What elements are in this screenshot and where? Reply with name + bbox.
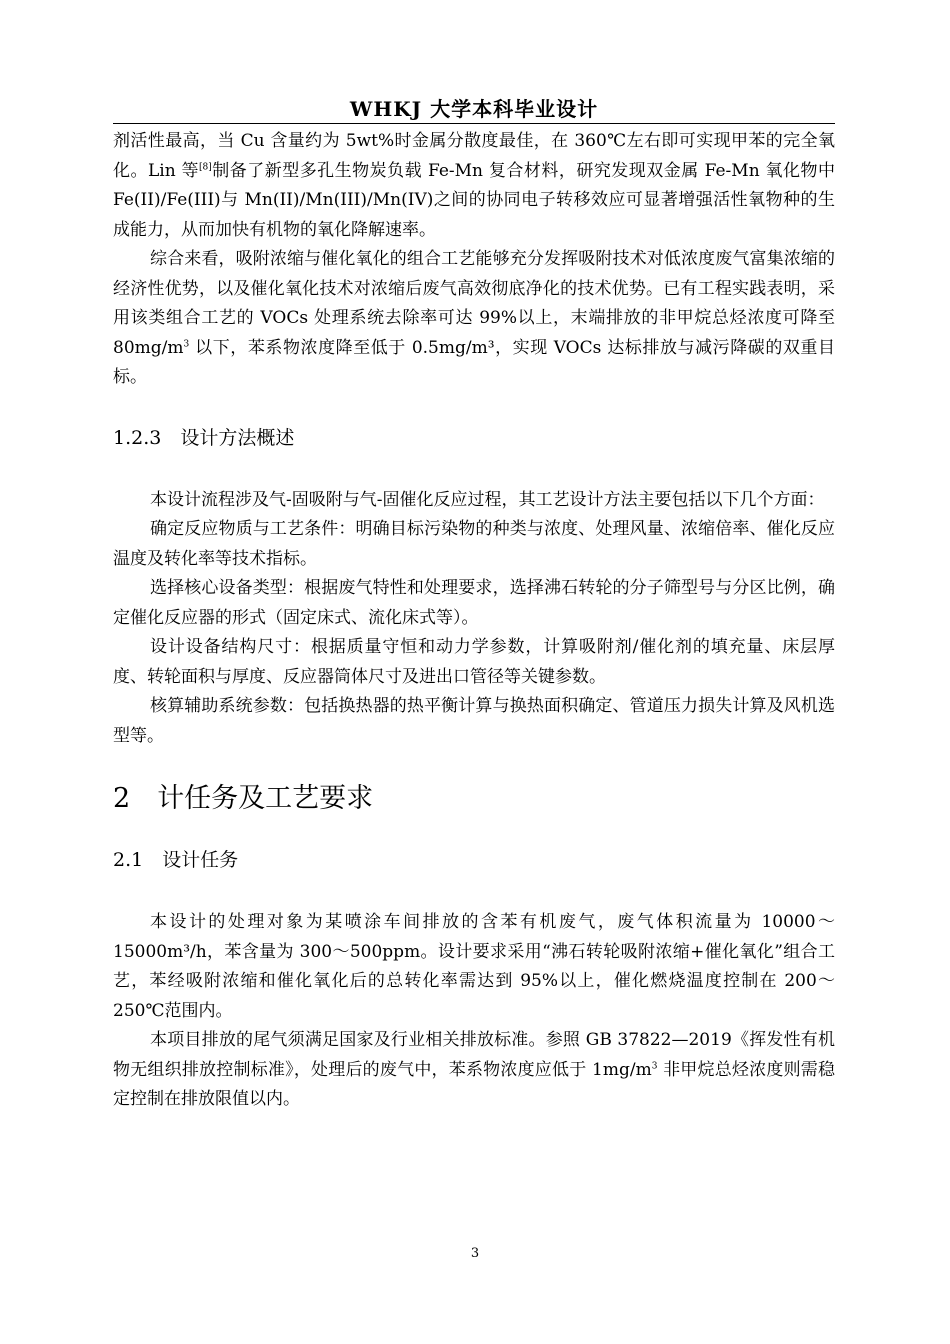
paragraph-method-3: 设计设备结构尺寸：根据质量守恒和动力学参数，计算吸附剂/催化剂的填充量、床层厚度、转轮面积与厚度、反应器筒体尺寸及进出口管径等关键参数。 xyxy=(113,637,835,687)
page-number: 3 xyxy=(470,1246,480,1261)
section-heading-1-2-3 xyxy=(113,425,835,451)
para1-text-a: 剂活性最高，当 Cu 含量约为 5wt%时金属分散度最佳，在 360℃左右即可实现甲苯的完全氧化。Lin 等 xyxy=(113,131,835,181)
section-title: 设计方法概述 xyxy=(180,426,295,449)
para1-text-b: 制备了新型多孔生物炭负载 Fe-Mn 复合材料，研究发现双金属 Fe-Mn 氧化物中 Fe(II)/Fe(III)与 Mn(II)/Mn(III)/Mn(IV)之间的协同电子转移效应可显著增强活性氧物种的生成能力，从而加快有机物的氧化降解速率。 xyxy=(113,160,835,240)
paragraph-standard xyxy=(113,1026,835,1115)
para9-text-a: 本项目排放的尾气须满足国家及行业相关排放标准。参照 GB 37822—2019《挥发性有机物无组织排放控制标准》，处理后的废气中，苯系物浓度应低于 1mg/m xyxy=(113,1030,835,1080)
section-title: 设计任务 xyxy=(162,849,239,871)
chapter-number: 2 xyxy=(113,783,131,814)
section-number: 1.2.3 xyxy=(113,426,162,449)
header-divider xyxy=(113,123,835,124)
page-body xyxy=(113,127,835,1115)
para9-text-b: 非甲烷总烃浓度则需稳定控制在排放限值以内。 xyxy=(113,1059,835,1109)
section-number: 2.1 xyxy=(113,849,144,871)
paragraph-method-intro: 本设计流程涉及气-固吸附与气-固催化反应过程，其工艺设计方法主要包括以下几个方面： xyxy=(150,489,825,510)
superscript: 3 xyxy=(651,1060,658,1071)
section-heading-2-1 xyxy=(113,847,835,873)
paragraph-continuation xyxy=(113,127,835,245)
citation-ref: [8] xyxy=(199,161,212,172)
paragraph-method-2: 选择核心设备类型：根据废气特性和处理要求，选择沸石转轮的分子筛型号与分区比例，确定催化反应器的形式（固定床式、流化床式等）。 xyxy=(113,578,835,628)
paragraph-method-4: 核算辅助系统参数：包括换热器的热平衡计算与换热面积确定、管道压力损失计算及风机选型等。 xyxy=(113,696,835,746)
chapter-title: 计任务及工艺要求 xyxy=(157,783,374,814)
page-header: WHKJ 大学本科毕业设计 xyxy=(349,97,599,121)
paragraph-method-1: 确定反应物质与工艺条件：明确目标污染物的种类与浓度、处理风量、浓缩倍率、催化反应温度及转化率等技术指标。 xyxy=(113,519,835,569)
para2-text-b: 以下，苯系物浓度降至低于 0.5mg/m³，实现 VOCs 达标排放与减污降碳的双重目标。 xyxy=(113,337,835,387)
chapter-heading-2 xyxy=(113,783,835,815)
para2-text-a: 综合来看，吸附浓缩与催化氧化的组合工艺能够充分发挥吸附技术对低浓度废气富集浓缩的经济性优势，以及催化氧化技术对浓缩后废气高效彻底净化的技术优势。已有工程实践表明，采用该类组合工艺的 VOCs 处理系统去除率可达 99%以上，末端排放的非甲烷总烃浓度可降至 80mg/m xyxy=(113,249,835,358)
superscript: 3 xyxy=(183,338,190,349)
paragraph-task: 本设计的处理对象为某喷涂车间排放的含苯有机废气，废气体积流量为 10000～15000m³/h，苯含量为 300～500ppm。设计要求采用“沸石转轮吸附浓缩+催化氧化”组合工艺，苯经吸附浓缩和催化氧化后的总转化率需达到 95%以上，催化燃烧温度控制在 200～250℃范围内。 xyxy=(113,912,835,1021)
paragraph-summary xyxy=(113,245,835,393)
